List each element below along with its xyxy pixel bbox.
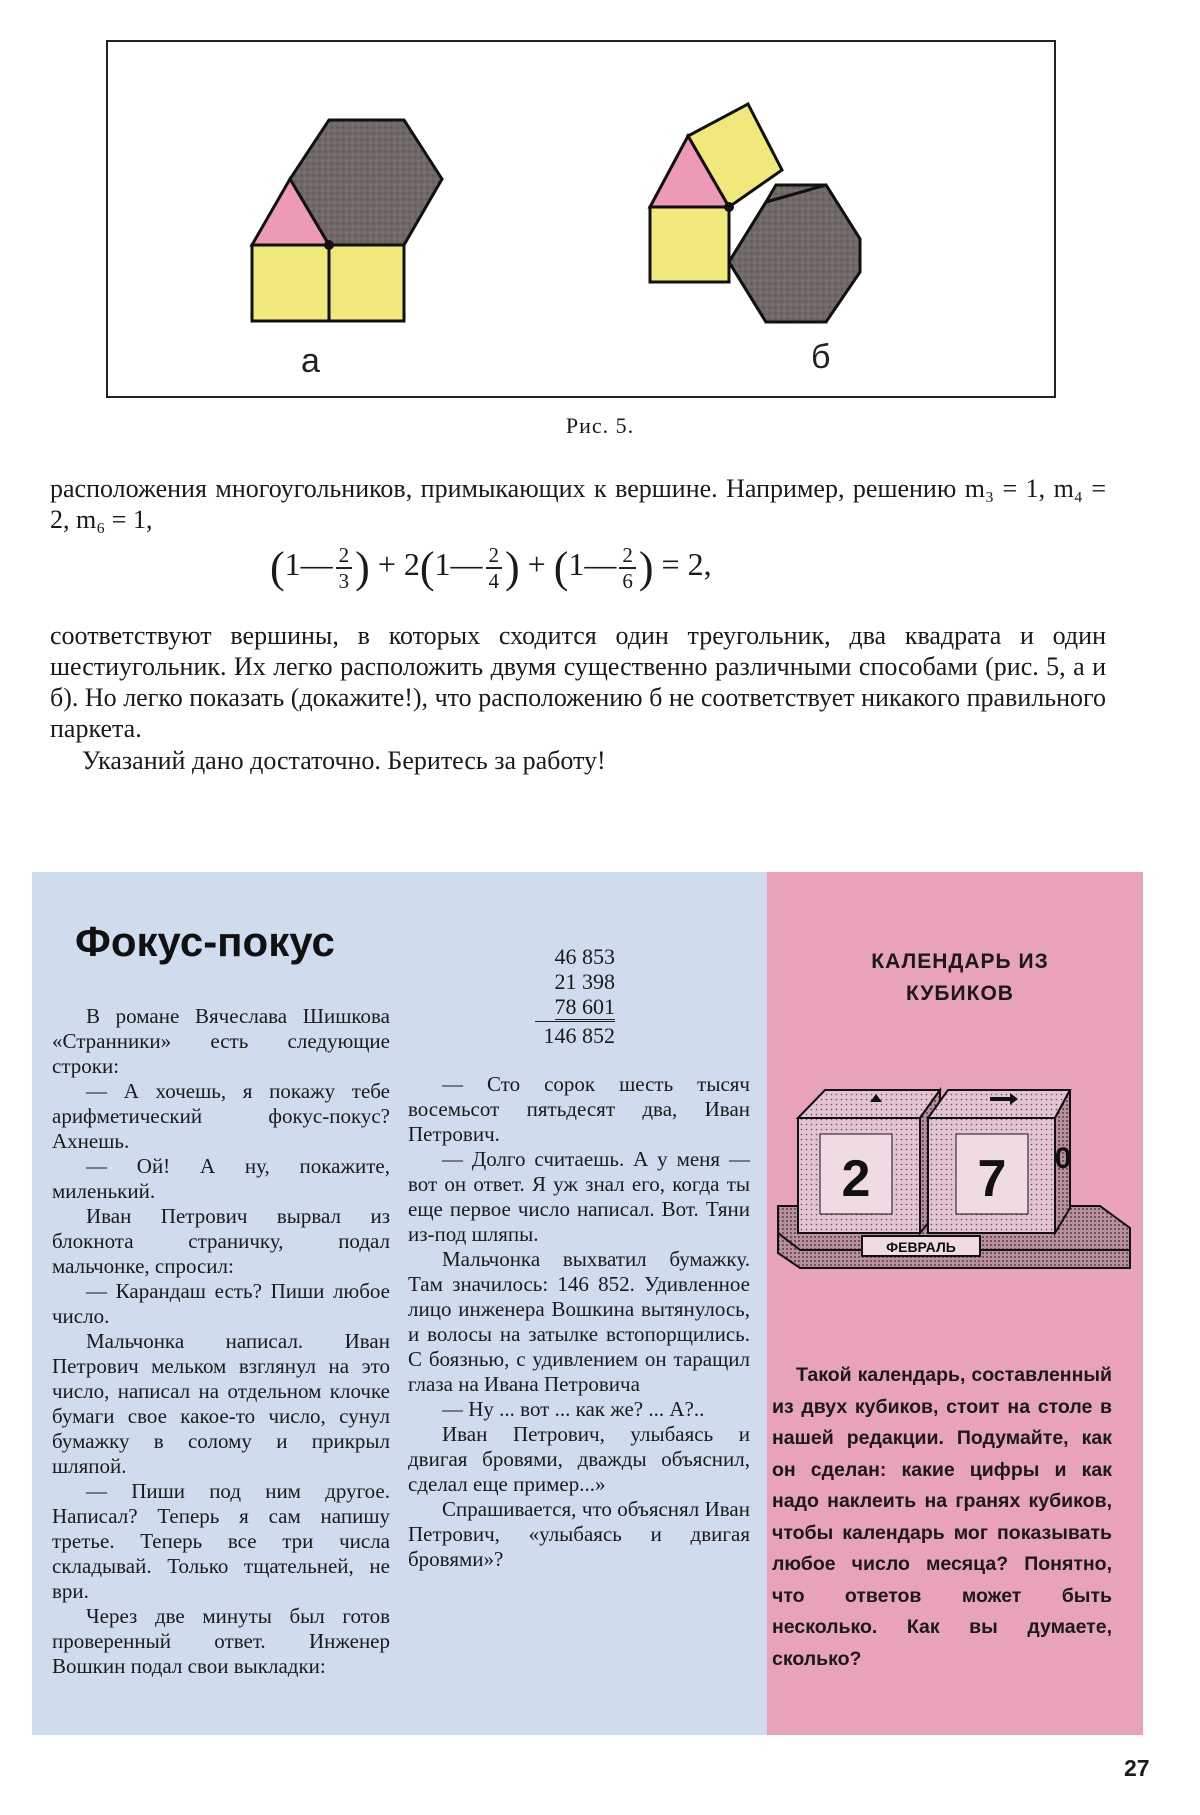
col2-paragraph: Спрашивается, что объяснял Иван Петрович, «улыбаясь и двигая бровями»? xyxy=(408,1497,750,1571)
addend-2: 21 398 xyxy=(554,969,615,994)
cube-right xyxy=(928,1090,1071,1233)
left-cube-digit: 2 xyxy=(841,1150,871,1208)
fraction-1: $\frac{2}{3}$ xyxy=(336,543,353,593)
formula: (1— $\frac{2}{3}$ ) + 2(1— $\frac{2}{4}$ ) + (1— $\frac{2}{6}$ ) = 2, xyxy=(270,542,712,593)
puzzle-title: Фокус-покус xyxy=(75,918,335,965)
col2-paragraph: — Сто сорок шесть тысяч восемьсот пятьдесят два, Иван Петрович. xyxy=(408,1072,750,1146)
figure-frame xyxy=(106,40,1056,398)
col2-paragraph: Мальчонка выхватил бумажку. Там значилось: 146 852. Удивленное лицо инженера Вошкина вытянулось, и волосы на затылке встопорщились. С боязнью, с удивлением он таращил глаза на Ивана Петровича xyxy=(408,1247,750,1396)
cube-calendar-illustration xyxy=(770,1068,1140,1290)
square-a-left xyxy=(252,245,329,321)
arrangement-b xyxy=(650,104,860,322)
article-paragraph-3: Указаний дано достаточно. Беритесь за работу! xyxy=(82,746,606,775)
month-plate: ФЕВРАЛЬ xyxy=(886,1239,956,1255)
calendar-title: КАЛЕНДАРЬ ИЗ КУБИКОВ xyxy=(871,950,1049,1005)
puzzle-column-2 xyxy=(408,1072,750,1572)
col1-paragraph: — Пиши под ним другое. Написал? Теперь я сам напишу третье. Теперь все три числа складывай. Только тщательней, не ври. xyxy=(52,1479,390,1603)
fraction-2: $\frac{2}{4}$ xyxy=(486,543,503,593)
col2-paragraph: — Ну ... вот ... как же? ... А?.. xyxy=(442,1397,705,1421)
square-a-right xyxy=(329,245,404,321)
figure-label-a: а xyxy=(301,342,320,380)
article-paragraph-1: расположения многоугольников, примыкающих к вершине. Например, решению m₃ = 1, m₄ = 2, m₆ = 1, xyxy=(50,474,1106,534)
col1-paragraph: Через две минуты был готов проверенный ответ. Инженер Вошкин подал свои выкладки: xyxy=(52,1604,390,1678)
col2-paragraph: Иван Петрович, улыбаясь и двигая бровями, дважды объяснил, сделал еще пример...» xyxy=(408,1422,750,1496)
formula-result: = 2, xyxy=(661,545,712,582)
figure-label-b: б xyxy=(811,338,831,376)
hexagon-b-main xyxy=(729,185,860,322)
addend-1: 46 853 xyxy=(554,944,615,969)
col2-paragraph: — Долго считаешь. А у меня — вот он ответ. Я уж знал его, когда ты еще первое число написал. Вот. Тяни из-под шляпы. xyxy=(408,1147,750,1246)
figure-caption: Рис. 5. xyxy=(565,413,635,438)
arrangement-a xyxy=(252,120,442,321)
sum-result: 146 852 xyxy=(535,1021,615,1048)
col1-paragraph: — Карандаш есть? Пиши любое число. xyxy=(52,1279,390,1328)
article-paragraph-2: соответствуют вершины, в которых сходится один треугольник, два квадрата и один шестиугольник. Их легко расположить двумя существенно различными способами (рис. 5, а и б). Но легко показать (докажите!), что расположению б не соответствует никакого правильного паркета. xyxy=(50,621,1106,743)
col1-paragraph: Иван Петрович вырвал из блокнота страничку, подал мальчонке, спросил: xyxy=(52,1204,390,1278)
right-cube-digit: 7 xyxy=(977,1150,1007,1208)
col1-paragraph: — А хочешь, я покажу тебе арифметический фокус-покус? Ахнешь. xyxy=(52,1079,390,1153)
col1-paragraph: — Ой! А ну, покажите, миленький. xyxy=(52,1154,390,1203)
vertex-dot-a xyxy=(324,240,334,250)
cube-left xyxy=(798,1090,940,1233)
figure-5-tilings xyxy=(108,42,1058,400)
col1-paragraph: Мальчонка написал. Иван Петрович мельком взглянул на это число, написал на отдельном клочке бумаги свое какое-то число, сунул бумажку в солому и прикрыл шляпой. xyxy=(52,1329,390,1478)
square-b-bottom xyxy=(650,207,729,282)
puzzle-column-1 xyxy=(52,1004,390,1679)
side-cube-digit: 0 xyxy=(1054,1142,1072,1175)
addend-3: 78 601 xyxy=(554,994,615,1019)
page-number: 27 xyxy=(1124,1755,1150,1781)
fraction-3: $\frac{2}{6}$ xyxy=(619,543,636,593)
vertex-dot-b xyxy=(724,202,734,212)
calendar-text: Такой календарь, составленный из двух кубиков, стоит на столе в нашей редакции. Подумайте, как он сделан: какие цифры и как надо наклеить на гранях кубиков, чтобы календарь мог показывать любое число месяца? Понятно, что ответов может быть несколько. Как вы думаете, сколько? xyxy=(772,1364,1112,1670)
col1-paragraph: В романе Вячеслава Шишкова «Странники» есть следующие строки: xyxy=(52,1004,390,1078)
arithmetic-sum xyxy=(535,944,615,1048)
